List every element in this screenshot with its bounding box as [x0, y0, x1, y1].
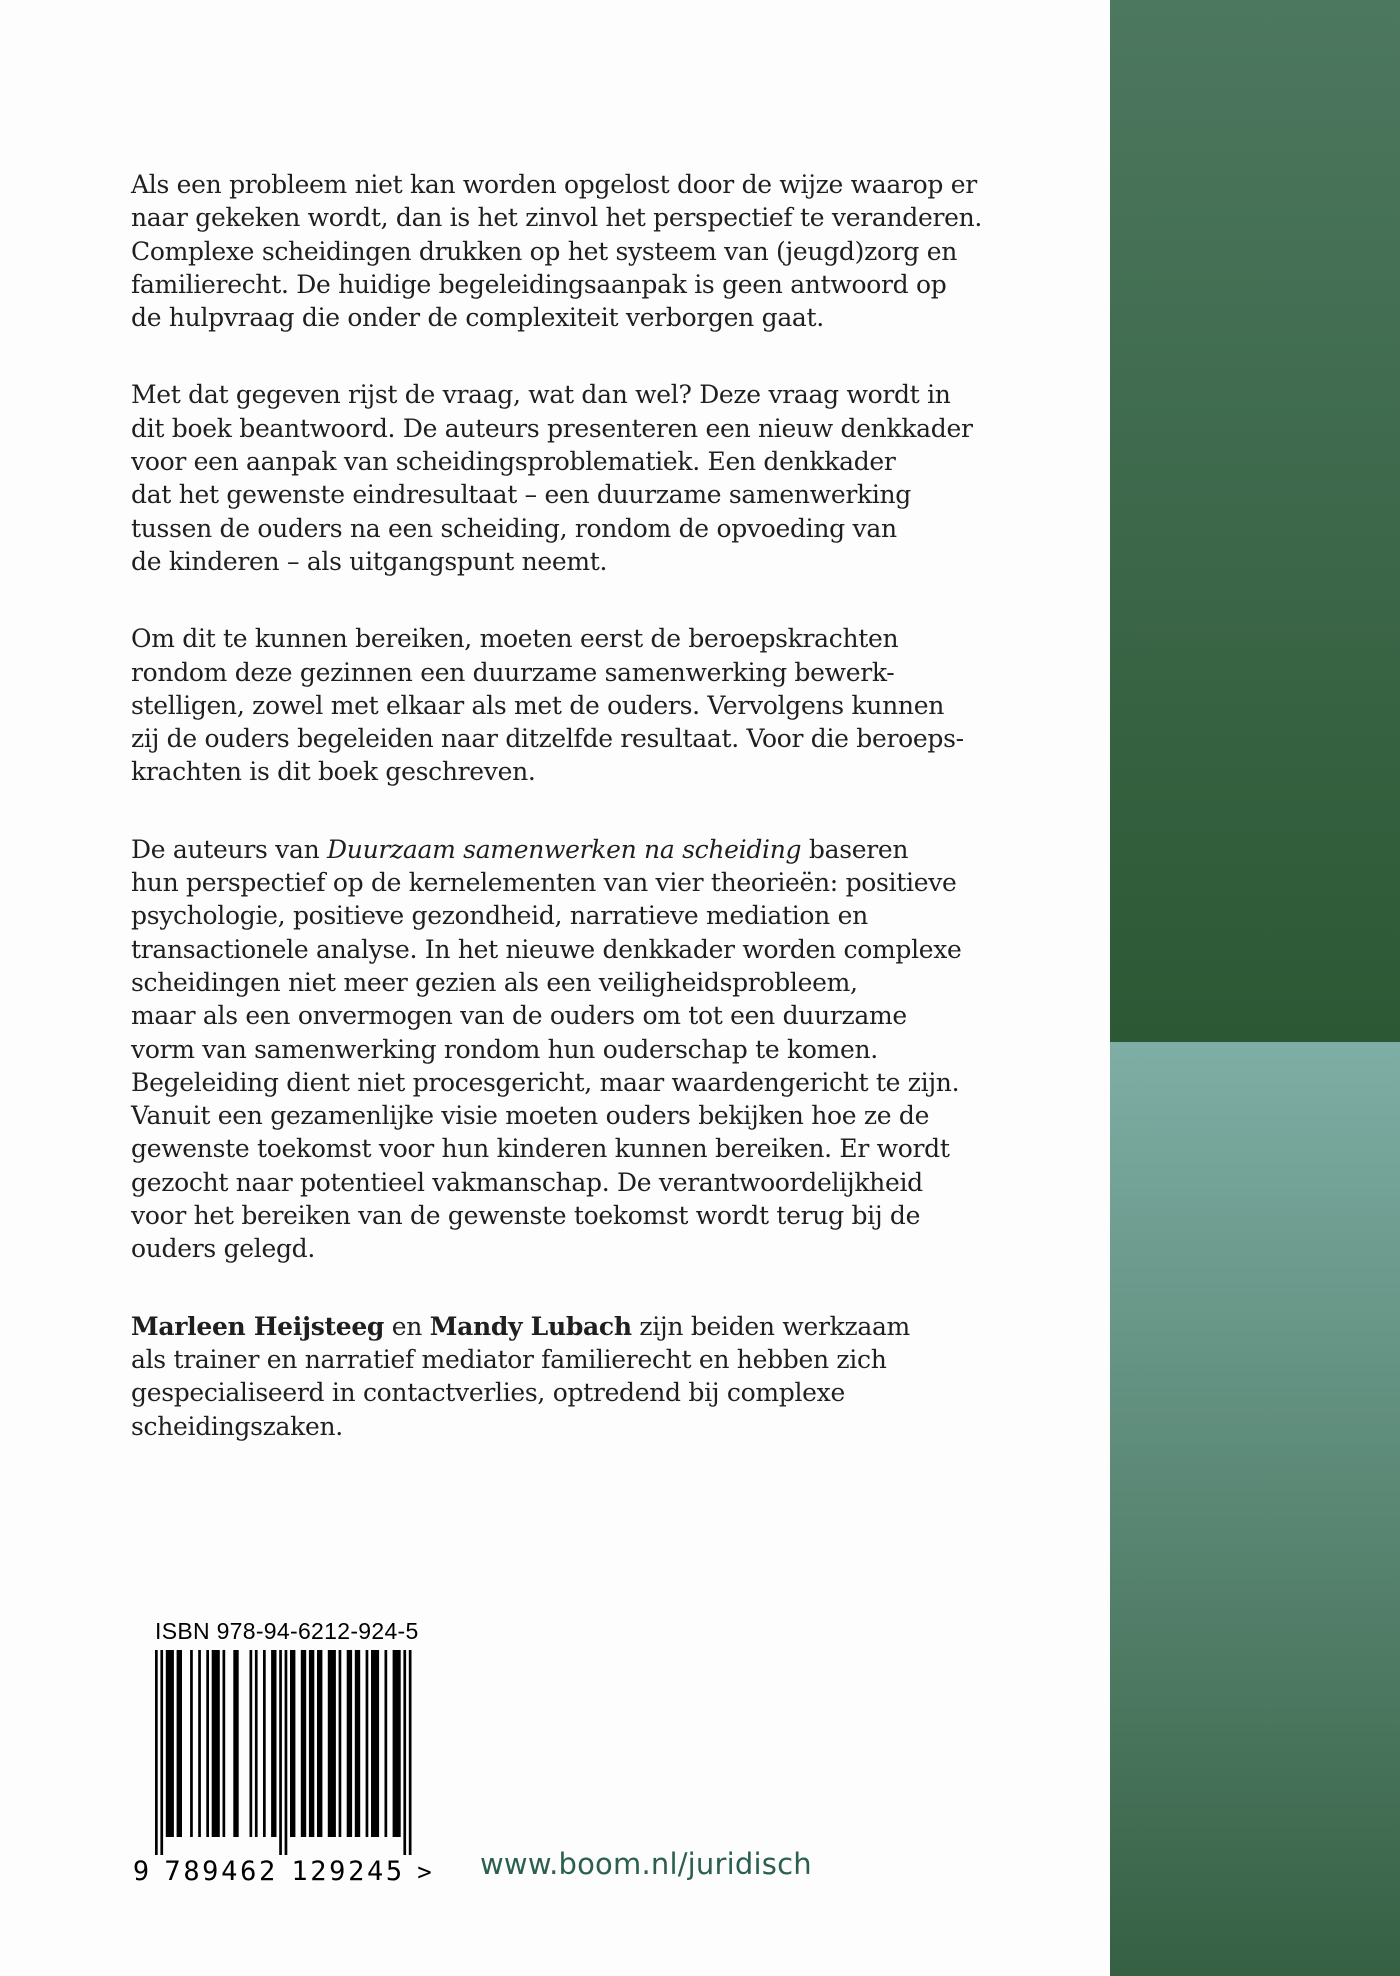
- text-line: Als een probleem niet kan worden opgelost door de wijze waarop er: [131, 170, 977, 199]
- barcode-digit: 8: [183, 1856, 200, 1886]
- barcode-bar: [212, 1650, 220, 1837]
- barcode-digit: 4: [366, 1856, 384, 1886]
- barcode-bar: [371, 1650, 379, 1837]
- barcode-bar: [366, 1650, 369, 1837]
- text-line: voor het bereiken van de gewenste toekomst wordt terug bij de: [131, 1201, 921, 1231]
- text-line: de hulpvraag die onder de complexiteit verborgen gaat.: [131, 303, 824, 333]
- barcode-digit: 2: [348, 1856, 365, 1886]
- barcode-digit: 7: [164, 1856, 181, 1886]
- text-line: gewenste toekomst voor hun kinderen kunnen bereiken. Er wordt: [131, 1134, 950, 1164]
- text-line: zij de ouders begeleiden naar ditzelfde resultaat. Voor die beroeps-: [131, 724, 964, 754]
- paragraph: [131, 833, 1051, 1266]
- text-line: Vanuit een gezamenlijke visie moeten ouders bekijken hoe ze de: [131, 1101, 930, 1131]
- barcode-bar: [190, 1650, 193, 1837]
- text-line: familierecht. De huidige begeleidingsaanpak is geen antwoord op: [131, 269, 947, 299]
- barcode-digit: 1: [291, 1856, 308, 1886]
- text-line: transactionele analyse. In het nieuwe denkkader worden complexe: [131, 934, 962, 964]
- barcode-bar: [290, 1650, 295, 1837]
- green-stripe: [1110, 0, 1400, 1976]
- text-line: Complexe scheidingen drukken op het systeem van (jeugd)zorg en: [131, 236, 958, 266]
- text-line: De auteurs van Duurzaam samenwerken na scheiding baseren: [131, 834, 909, 864]
- barcode-bar: [339, 1650, 342, 1837]
- barcode-bar: [155, 1650, 158, 1855]
- barcode-bar: [285, 1650, 288, 1855]
- barcode-bar: [250, 1650, 253, 1837]
- text-line: psychologie, positieve gezondheid, narratieve mediation en: [131, 901, 868, 931]
- barcode-digit: 2: [258, 1856, 276, 1886]
- text-line: scheidingszaken.: [131, 1411, 343, 1441]
- barcode-digit: 9: [132, 1856, 150, 1886]
- ean13-barcode: [113, 1650, 453, 1886]
- barcode-bar: [263, 1650, 266, 1837]
- barcode-bar: [355, 1650, 360, 1837]
- paragraph: [131, 1310, 1051, 1443]
- barcode-bar: [385, 1650, 388, 1837]
- back-cover-text: [131, 168, 1051, 1487]
- text-line: tussen de ouders na een scheiding, rondom de opvoeding van: [131, 513, 897, 543]
- text-line: als trainer en narratief mediator familierecht en hebben zich: [131, 1344, 887, 1374]
- text-line: rondom deze gezinnen een duurzame samenwerking bewerk-: [131, 657, 895, 687]
- text-line: gezocht naar potentieel vakmanschap. De verantwoordelijkheid: [131, 1167, 923, 1197]
- barcode-bar: [255, 1650, 258, 1837]
- text-line: Begeleiding dient niet procesgericht, maar waardengericht te zijn.: [131, 1067, 960, 1097]
- barcode-bar: [160, 1650, 163, 1855]
- barcode-bar: [206, 1650, 209, 1837]
- barcode-digit: 4: [221, 1856, 238, 1886]
- text-line: naar gekeken wordt, dan is het zinvol het perspectief te veranderen.: [131, 203, 983, 233]
- text-line: Marleen Heijsteeg en Mandy Lubach zijn beiden werkzaam: [131, 1311, 910, 1341]
- text-line: ouders gelegd.: [131, 1234, 316, 1264]
- text-line: krachten is dit boek geschreven.: [131, 757, 536, 787]
- barcode-bar: [233, 1650, 238, 1837]
- green-stripe-bottom-block: [1110, 1042, 1400, 1976]
- barcode-bar: [198, 1650, 201, 1837]
- text-line: Om dit te kunnen bereiken, moeten eerst de beroepskrachten: [131, 624, 899, 654]
- barcode-digit: 5: [385, 1856, 403, 1886]
- barcode-bar: [301, 1650, 306, 1837]
- isbn-label: ISBN 978-94-6212-924-5: [155, 1618, 419, 1644]
- barcode-bar: [309, 1650, 314, 1837]
- barcode-digit: >: [417, 1858, 432, 1886]
- paragraph: [131, 168, 1051, 334]
- text-line: dat het gewenste eindresultaat – een duurzame samenwerking: [131, 480, 912, 510]
- paragraph: [131, 622, 1051, 788]
- text-line: hun perspectief op de kernelementen van vier theorieën: positieve: [131, 868, 957, 898]
- barcode-bar: [328, 1650, 336, 1837]
- green-stripe-top-block: [1110, 0, 1400, 1042]
- barcode-bar: [279, 1650, 282, 1855]
- barcode-digit: 2: [310, 1856, 327, 1886]
- text-line: gespecialiseerd in contactverlies, optredend bij complexe: [131, 1378, 845, 1408]
- barcode-bar: [166, 1650, 174, 1837]
- barcode-digit: 9: [329, 1856, 346, 1886]
- barcode-bar: [177, 1650, 182, 1837]
- text-line: maar als een onvermogen van de ouders om tot een duurzame: [131, 1001, 907, 1031]
- barcode-bar: [317, 1650, 322, 1837]
- text-line: dit boek beantwoord. De auteurs presenteren een nieuw denkkader: [131, 413, 973, 443]
- barcode-bar: [393, 1650, 401, 1837]
- barcode-digit: 9: [202, 1856, 219, 1886]
- paragraph: [131, 378, 1051, 578]
- barcode-bar: [347, 1650, 352, 1837]
- barcode-bar: [403, 1650, 406, 1855]
- barcode-bar: [223, 1650, 226, 1837]
- barcode-bar: [271, 1650, 276, 1837]
- publisher-url: www.boom.nl/juridisch: [480, 1847, 812, 1881]
- text-line: stelligen, zowel met elkaar als met de ouders. Vervolgens kunnen: [131, 690, 944, 720]
- barcode-digit: 6: [240, 1856, 257, 1886]
- text-line: Met dat gegeven rijst de vraag, wat dan wel? Deze vraag wordt in: [131, 380, 951, 410]
- text-line: vorm van samenwerking rondom hun ouderschap te komen.: [131, 1034, 878, 1064]
- text-line: de kinderen – als uitgangspunt neemt.: [131, 546, 608, 576]
- text-line: voor een aanpak van scheidingsproblematiek. Een denkkader: [131, 447, 896, 477]
- text-line: scheidingen niet meer gezien als een veiligheidsprobleem,: [131, 967, 858, 997]
- barcode-bar: [409, 1650, 412, 1855]
